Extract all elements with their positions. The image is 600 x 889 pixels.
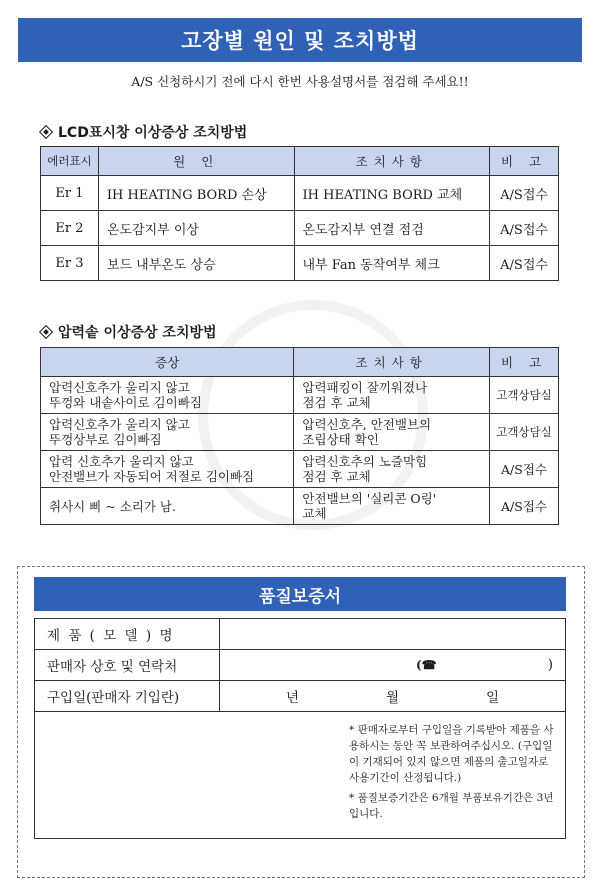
form-row-notes bbox=[35, 712, 566, 839]
note-cell: 고객상담실 bbox=[490, 377, 559, 414]
action-line: 조립상태 확인 bbox=[302, 432, 379, 447]
action-cell bbox=[294, 451, 490, 488]
phone-icon: (☎ bbox=[416, 658, 437, 672]
symptom-cell bbox=[41, 451, 294, 488]
pressure-symptom-table bbox=[40, 347, 559, 525]
warranty-notes bbox=[349, 722, 559, 826]
action-line: 압력신호추, 안전밸브의 bbox=[302, 417, 432, 432]
table-row bbox=[41, 377, 559, 414]
seller-contact-field[interactable] bbox=[220, 650, 566, 681]
day-label: 일 bbox=[485, 690, 500, 706]
purchase-date-field[interactable] bbox=[220, 681, 566, 712]
cause-cell: 온도감지부 이상 bbox=[98, 211, 294, 246]
action-cell bbox=[294, 414, 490, 451]
symptom-line: 압력 신호추가 울리지 않고 bbox=[49, 454, 194, 469]
product-model-field[interactable] bbox=[220, 619, 566, 650]
column-header: 증상 bbox=[41, 348, 294, 377]
table-row bbox=[41, 488, 559, 525]
form-row-purchase bbox=[35, 681, 566, 712]
action-line: 점검 후 교체 bbox=[302, 469, 371, 484]
action-cell: IH HEATING BORD 교체 bbox=[294, 176, 490, 211]
action-cell bbox=[294, 377, 490, 414]
column-header: 조치사항 bbox=[294, 348, 490, 377]
note-paragraph: * 품질보증기간은 6개월 부품보유기간은 3년입니다. bbox=[349, 792, 554, 820]
year-label: 년 bbox=[285, 690, 300, 706]
table-row bbox=[41, 176, 559, 211]
action-line: 압력신호추의 노즐막힘 bbox=[302, 454, 428, 469]
note-paragraph: * 판매자로부터 구입일을 기록받아 제품을 사용하시는 동안 꼭 보관하여주십시오. (구입일이 기재되어 있지 않으면 제품의 출고일자로 사용기간이 산정됩니다.) bbox=[349, 724, 554, 784]
diamond-bullet-icon bbox=[40, 126, 52, 138]
note-cell: A/S접수 bbox=[490, 246, 559, 281]
month-label: 월 bbox=[385, 690, 400, 706]
warranty-form-table bbox=[34, 618, 566, 839]
note-cell: A/S접수 bbox=[490, 488, 559, 525]
table-row bbox=[41, 211, 559, 246]
table-row bbox=[41, 414, 559, 451]
product-model-label: 제 품 ( 모 델 ) 명 bbox=[35, 619, 220, 650]
purchase-date-label: 구입일(판매자 기입란) bbox=[35, 681, 220, 712]
table-row bbox=[41, 246, 559, 281]
column-header: 원 인 bbox=[98, 147, 294, 176]
note-cell: A/S접수 bbox=[490, 176, 559, 211]
notice-text: A/S 신청하시기 전에 다시 한번 사용설명서를 점검해 주세요!! bbox=[131, 74, 469, 89]
diamond-bullet-icon bbox=[40, 326, 52, 338]
symptom-line: 압력신호추가 울리지 않고 bbox=[49, 417, 190, 432]
column-header: 비 고 bbox=[490, 147, 559, 176]
symptom-cell bbox=[41, 414, 294, 451]
column-header: 조치사항 bbox=[294, 147, 490, 176]
column-header: 에러표시 bbox=[41, 147, 99, 176]
symptom-line: 압력신호추가 울리지 않고 bbox=[49, 380, 190, 395]
phone-close: ) bbox=[547, 657, 553, 673]
symptom-line: 안전밸브가 자동되어 저절로 김이빠짐 bbox=[49, 469, 255, 484]
action-cell: 내부 Fan 동작여부 체크 bbox=[294, 246, 490, 281]
table-header-row bbox=[41, 147, 559, 176]
action-line: 안전밸브의 '실리콘 O링' bbox=[302, 491, 437, 506]
symptom-line: 뚜껑상부로 김이빠짐 bbox=[49, 432, 162, 447]
form-row-seller bbox=[35, 650, 566, 681]
action-line: 압력패킹이 잘끼워졌나 bbox=[302, 380, 428, 395]
form-row-product bbox=[35, 619, 566, 650]
note-cell: A/S접수 bbox=[490, 451, 559, 488]
warranty-title: 품질보증서 bbox=[34, 577, 566, 611]
phone-open bbox=[416, 657, 437, 673]
seller-contact-label: 판매자 상호 및 연락처 bbox=[35, 650, 220, 681]
cause-cell: 보드 내부온도 상승 bbox=[98, 246, 294, 281]
action-line: 교체 bbox=[302, 506, 327, 521]
notes-cell bbox=[35, 712, 566, 839]
lcd-section-title: LCD표시창 이상증상 조치방법 bbox=[58, 125, 248, 141]
table-row bbox=[41, 451, 559, 488]
note-cell: 고객상담실 bbox=[490, 414, 559, 451]
page-title: 고장별 원인 및 조치방법 bbox=[18, 18, 582, 62]
error-code: Er 3 bbox=[41, 246, 99, 281]
action-cell: 온도감지부 연결 점검 bbox=[294, 211, 490, 246]
cause-cell: IH HEATING BORD 손상 bbox=[98, 176, 294, 211]
table-header-row bbox=[41, 348, 559, 377]
symptom-line: 뚜껑와 내솥사이로 김이빠짐 bbox=[49, 395, 202, 410]
symptom-cell bbox=[41, 377, 294, 414]
column-header: 비 고 bbox=[490, 348, 559, 377]
error-code: Er 1 bbox=[41, 176, 99, 211]
action-cell bbox=[294, 488, 490, 525]
action-line: 점검 후 교체 bbox=[302, 395, 371, 410]
error-code: Er 2 bbox=[41, 211, 99, 246]
symptom-cell bbox=[41, 488, 294, 525]
lcd-section-heading bbox=[40, 122, 247, 142]
pressure-section-title: 압력솥 이상증상 조치방법 bbox=[58, 325, 217, 341]
lcd-error-table bbox=[40, 146, 559, 281]
note-cell: A/S접수 bbox=[490, 211, 559, 246]
pressure-section-heading bbox=[40, 322, 217, 342]
symptom-line: 취사시 삐 ~ 소리가 남. bbox=[49, 498, 176, 514]
